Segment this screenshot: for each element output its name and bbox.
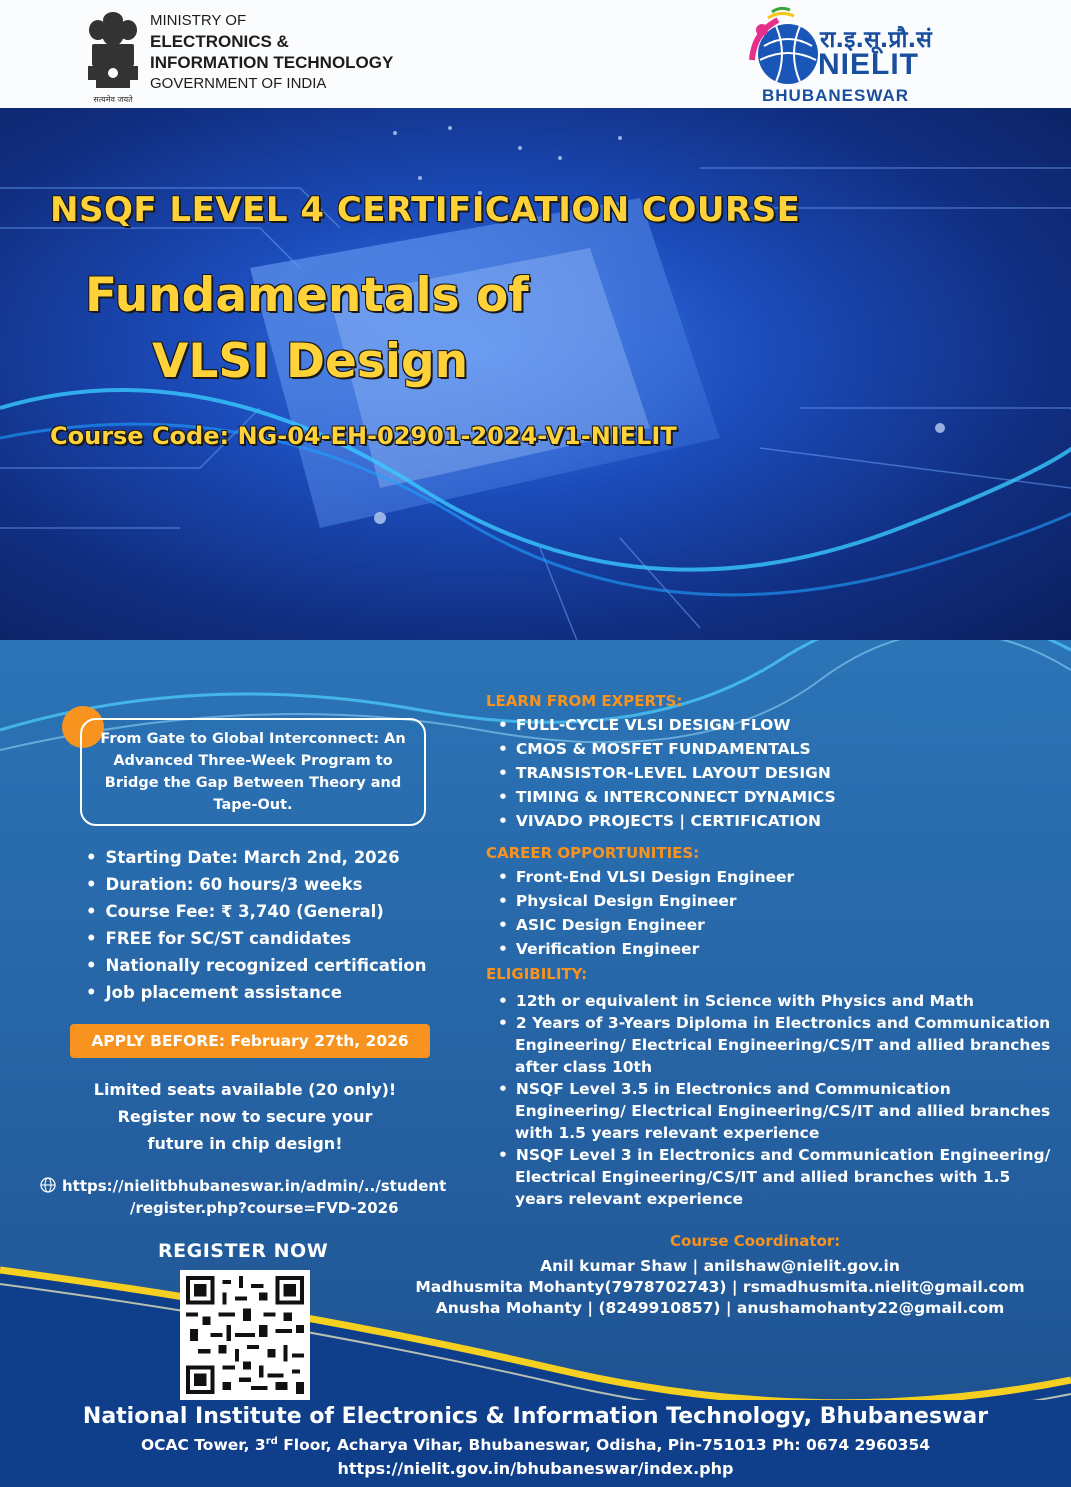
qr-code-pattern xyxy=(186,1276,304,1394)
coordinator-entry: Anusha Mohanty | (8249910857) | anushamohanty22@gmail.com xyxy=(435,1299,1005,1317)
eligibility-heading: ELIGIBILITY: xyxy=(486,965,588,983)
tagline-box: From Gate to Global Interconnect: An Advanced Three-Week Program to Bridge the Gap Between Theory and Tape-Out. xyxy=(80,718,426,826)
address-part1: OCAC Tower, 3 xyxy=(140,1436,266,1455)
fact-start-date: • Starting Date: March 2nd, 2026 xyxy=(86,844,427,871)
learn-list xyxy=(498,713,836,833)
ministry-text xyxy=(150,10,393,94)
svg-text:सत्यमेव जयते: सत्यमेव जयते xyxy=(93,95,133,104)
course-facts-list xyxy=(86,844,427,1006)
fact-duration: • Duration: 60 hours/3 weeks xyxy=(86,871,427,898)
learn-item: • TRANSISTOR-LEVEL LAYOUT DESIGN xyxy=(498,761,836,785)
seats-line2: Register now to secure your xyxy=(117,1107,373,1126)
coordinator-heading: Course Coordinator: xyxy=(670,1232,841,1250)
career-list xyxy=(498,865,794,961)
coordinator-entry: Madhusmita Mohanty(7978702743) | rsmadhusmita.nielit@gmail.com xyxy=(415,1278,1025,1296)
nielit-city: BHUBANESWAR xyxy=(762,86,909,105)
fact-placement: • Job placement assistance xyxy=(86,979,427,1006)
course-title-line2: VLSI Design xyxy=(152,334,469,389)
course-code: Course Code: NG-04-EH-02901-2024-V1-NIELIT xyxy=(50,422,677,450)
ministry-line3: INFORMATION TECHNOLOGY xyxy=(150,53,394,72)
career-heading: CAREER OPPORTUNITIES: xyxy=(486,844,700,862)
career-item: • Front-End VLSI Design Engineer xyxy=(498,865,794,889)
globe-icon xyxy=(40,1177,56,1193)
eligibility-list xyxy=(498,990,1058,1210)
limited-seats-text xyxy=(60,1076,430,1157)
qr-code-icon[interactable] xyxy=(180,1270,310,1400)
learn-heading: LEARN FROM EXPERTS: xyxy=(486,692,683,710)
ministry-line2: ELECTRONICS & xyxy=(150,32,289,51)
ashoka-emblem-icon xyxy=(82,6,144,106)
register-now-label: REGISTER NOW xyxy=(158,1240,329,1262)
fact-fee: • Course Fee: ₹ 3,740 (General) xyxy=(86,898,427,925)
institute-website[interactable]: https://nielit.gov.in/bhubaneswar/index.php xyxy=(337,1459,734,1478)
course-title-line1: Fundamentals of xyxy=(85,268,529,323)
learn-item: • VIVADO PROJECTS | CERTIFICATION xyxy=(498,809,836,833)
address-part2: Floor, Acharya Vihar, Bhubaneswar, Odisha, Pin-751013 Ph: 0674 2960354 xyxy=(277,1436,931,1455)
link-line1[interactable]: https://nielitbhubaneswar.in/admin/../student xyxy=(62,1177,447,1195)
learn-item: • CMOS & MOSFET FUNDAMENTALS xyxy=(498,737,836,761)
registration-link[interactable] xyxy=(40,1175,480,1219)
seats-line3: future in chip design! xyxy=(147,1134,343,1153)
learn-item: • FULL-CYCLE VLSI DESIGN FLOW xyxy=(498,713,836,737)
eligibility-item: • NSQF Level 3 in Electronics and Communication Engineering/ Electrical Engineering/CS/IT and allied branches with 1.5 years relevant experience xyxy=(498,1144,1058,1210)
institute-name: National Institute of Electronics & Information Technology, Bhubaneswar xyxy=(82,1404,989,1429)
career-item: • Physical Design Engineer xyxy=(498,889,794,913)
eligibility-item: • NSQF Level 3.5 in Electronics and Communication Engineering/ Electrical Engineering/CS/IT and allied branches with 1.5 years relevant experience xyxy=(498,1078,1058,1144)
fact-certification: • Nationally recognized certification xyxy=(86,952,427,979)
eligibility-item: • 12th or equivalent in Science with Physics and Math xyxy=(498,990,1058,1012)
seats-line1: Limited seats available (20 only)! xyxy=(93,1080,397,1099)
coordinator-entry: Anil kumar Shaw | anilshaw@nielit.gov.in xyxy=(540,1257,900,1275)
eligibility-item: • 2 Years of 3-Years Diploma in Electronics and Communication Engineering/ Electrical Engineering/CS/IT and allied branches after class 10th xyxy=(498,1012,1058,1078)
ministry-line1: MINISTRY OF xyxy=(150,12,247,29)
apply-before-badge: APPLY BEFORE: February 27th, 2026 xyxy=(70,1024,430,1058)
nielit-hindi-name: रा.इ.सू.प्रौ.सं xyxy=(820,27,932,53)
header-bar xyxy=(0,0,1071,108)
career-item: • ASIC Design Engineer xyxy=(498,913,794,937)
career-item: • Verification Engineer xyxy=(498,937,794,961)
ministry-line4: GOVERNMENT OF INDIA xyxy=(150,75,327,92)
institute-address xyxy=(0,1436,1071,1454)
coordinator-list xyxy=(380,1256,1060,1319)
certification-heading: NSQF LEVEL 4 CERTIFICATION COURSE xyxy=(50,190,801,230)
link-line2[interactable]: /register.php?course=FVD-2026 xyxy=(130,1199,399,1217)
nielit-name: NIELIT xyxy=(818,48,919,81)
hero-banner xyxy=(0,108,1071,648)
fact-free: • FREE for SC/ST candidates xyxy=(86,925,427,952)
learn-item: • TIMING & INTERCONNECT DYNAMICS xyxy=(498,785,836,809)
address-sup: rd xyxy=(265,1436,278,1447)
